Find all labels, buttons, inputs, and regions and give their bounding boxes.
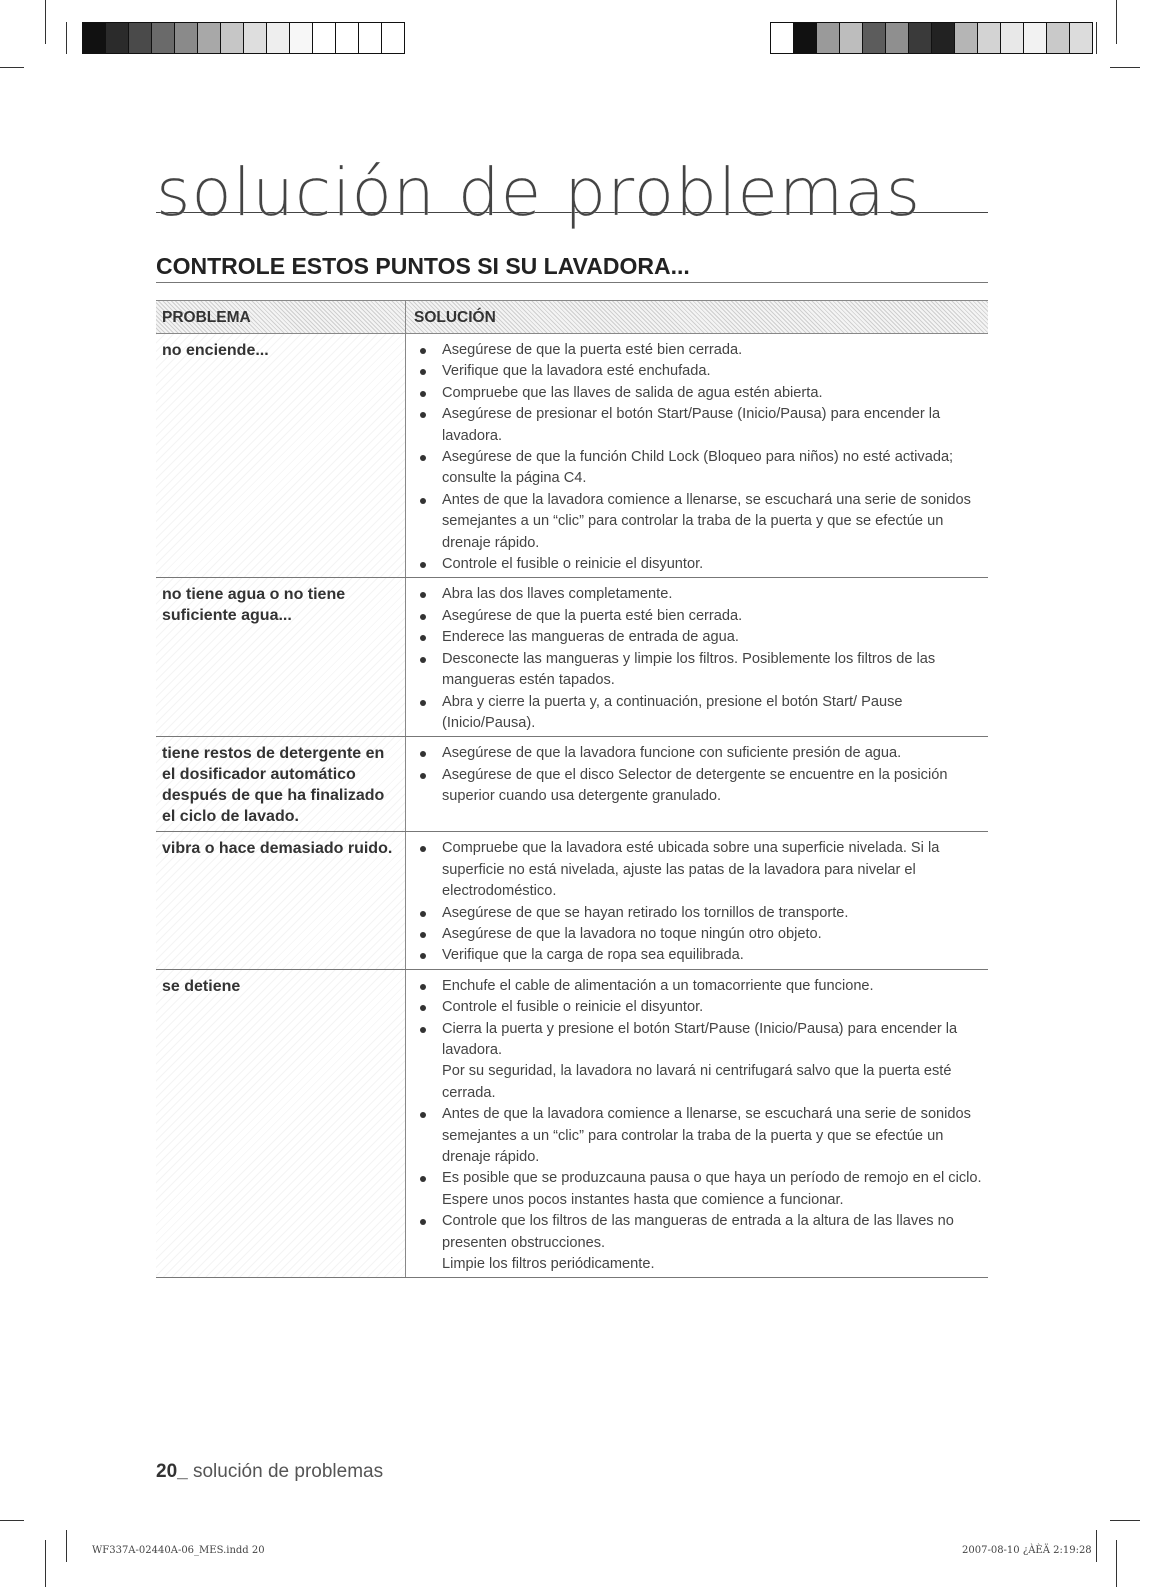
registration-swatch xyxy=(359,23,382,53)
registration-swatch xyxy=(771,23,794,53)
solution-item xyxy=(414,627,982,648)
bullet-icon xyxy=(420,932,426,938)
solution-item xyxy=(414,743,982,764)
solution-item xyxy=(414,584,982,605)
registration-color-bar-left xyxy=(82,22,405,54)
title-rule xyxy=(156,150,988,231)
registration-swatch xyxy=(1024,23,1047,53)
registration-swatch xyxy=(817,23,840,53)
page-number: 20_ xyxy=(156,1461,188,1482)
crop-mark-bl-h xyxy=(0,1520,24,1521)
solution-text: Compruebe que la lavadora esté ubicada sobre una superficie nivelada. Si la superficie no está nivelada, ajuste las patas de la lavadora para nivelar el electrodoméstico. xyxy=(442,840,940,900)
solution-item xyxy=(414,554,982,575)
solution-item xyxy=(414,976,982,997)
solution-item xyxy=(414,945,982,966)
solution-text: Verifique que la carga de ropa sea equilibrada. xyxy=(442,947,744,964)
solution-text: Abra las dos llaves completamente. xyxy=(442,586,673,603)
print-slug-timestamp: 2007-08-10 ¿ÀÈÄ 2:19:28 xyxy=(962,1545,1092,1556)
table-row xyxy=(156,334,988,578)
registration-swatch xyxy=(221,23,244,53)
solution-text: Asegúrese de que la lavadora funcione con suficiente presión de agua. xyxy=(442,745,902,762)
solution-text: Enderece las mangueras de entrada de agua. xyxy=(442,629,739,646)
solution-text: Antes de que la lavadora comience a llenarse, se escuchará una serie de sonidos semejantes a un “clic” para controlar la traba de la puerta y que se efectúe un drenaje rápido. xyxy=(442,491,971,551)
page-title: solución de problemas xyxy=(156,154,922,231)
solution-item xyxy=(414,383,982,404)
problem-cell: vibra o hace demasiado ruido. xyxy=(156,832,406,968)
solution-item xyxy=(414,1104,982,1168)
table-row xyxy=(156,970,988,1279)
crop-mark-bl-v2 xyxy=(66,1530,67,1562)
registration-swatch xyxy=(106,23,129,53)
problem-cell: no tiene agua o no tiene suficiente agua... xyxy=(156,578,406,736)
registration-swatch xyxy=(863,23,886,53)
solution-text: Asegúrese de que la lavadora no toque ningún otro objeto. xyxy=(442,925,822,942)
solution-item xyxy=(414,447,982,490)
solution-text: Compruebe que las llaves de salida de agua estén abierta. xyxy=(442,384,823,401)
solution-text: Controle el fusible o reinicie el disyuntor. xyxy=(442,556,704,573)
bullet-icon xyxy=(420,1219,426,1225)
bullet-icon xyxy=(420,369,426,375)
problem-cell: se detiene xyxy=(156,970,406,1278)
registration-swatch xyxy=(840,23,863,53)
solution-text: Asegúrese de que la puerta esté bien cerrada. xyxy=(442,607,743,624)
solution-text: Asegúrese de que la puerta esté bien cerrada. xyxy=(442,342,743,358)
problem-cell: no enciende... xyxy=(156,334,406,577)
bullet-icon xyxy=(420,614,426,620)
solution-item xyxy=(414,924,982,945)
bullet-icon xyxy=(420,953,426,959)
header-problem: PROBLEMA xyxy=(156,301,406,333)
crop-mark-tr-v2 xyxy=(1096,22,1097,54)
crop-mark-tl-v xyxy=(45,0,46,44)
solution-text: Asegúrese de presionar el botón Start/Pause (Inicio/Pausa) para encender la lavadora. xyxy=(442,406,941,444)
crop-mark-tr-h xyxy=(1110,67,1140,68)
crop-mark-br-v xyxy=(1116,1540,1117,1587)
subtitle-rule xyxy=(156,252,988,283)
registration-swatch xyxy=(909,23,932,53)
solution-item xyxy=(414,340,982,361)
solution-text: Abra y cierre la puerta y, a continuación, presione el botón Start/ Pause (Inicio/Pausa). xyxy=(442,693,903,731)
bullet-icon xyxy=(420,846,426,852)
solution-item xyxy=(414,1061,982,1104)
table-row xyxy=(156,737,988,832)
bullet-icon xyxy=(420,773,426,779)
bullet-icon xyxy=(420,412,426,418)
bullet-icon xyxy=(420,1112,426,1118)
crop-mark-tl-v2 xyxy=(66,22,67,54)
crop-mark-tl-h xyxy=(0,67,24,68)
solution-text: Cierra la puerta y presione el botón Start/Pause (Inicio/Pausa) para encender la lavadora. xyxy=(442,1020,958,1058)
problem-cell: tiene restos de detergente en el dosificador automático después de que ha finalizado el ciclo de lavado. xyxy=(156,737,406,831)
bullet-icon xyxy=(420,700,426,706)
bullet-icon xyxy=(420,1005,426,1011)
bullet-icon xyxy=(420,498,426,504)
solution-cell xyxy=(406,832,988,968)
crop-mark-bl-v xyxy=(45,1540,46,1587)
solution-text: Asegúrese de que la función Child Lock (Bloqueo para niños) no esté activada; consulte la página C4. xyxy=(442,449,954,487)
solution-text: Desconecte las mangueras y limpie los filtros. Posiblemente los filtros de las mangueras estén tapados. xyxy=(442,650,936,689)
registration-swatch xyxy=(886,23,909,53)
bullet-icon xyxy=(420,635,426,641)
solution-item xyxy=(414,404,982,447)
registration-swatch xyxy=(267,23,290,53)
table-body xyxy=(156,334,988,1278)
crop-mark-br-v2 xyxy=(1096,1530,1097,1562)
registration-swatch xyxy=(794,23,817,53)
bullet-icon xyxy=(420,984,426,990)
registration-swatch xyxy=(313,23,336,53)
section-subtitle: CONTROLE ESTOS PUNTOS SI SU LAVADORA... xyxy=(156,253,690,279)
registration-swatch xyxy=(955,23,978,53)
table-header xyxy=(156,301,988,334)
table-row xyxy=(156,578,988,737)
registration-swatch xyxy=(129,23,152,53)
solution-item xyxy=(414,1019,982,1062)
registration-swatch xyxy=(1047,23,1070,53)
solution-item xyxy=(414,997,982,1018)
registration-swatch xyxy=(1001,23,1024,53)
solution-cell xyxy=(406,334,988,577)
bullet-icon xyxy=(420,348,426,354)
bullet-icon xyxy=(420,592,426,598)
header-solution: SOLUCIÓN xyxy=(414,309,496,326)
print-slug-file: WF337A-02440A-06_MES.indd 20 xyxy=(92,1545,265,1556)
solution-item xyxy=(414,1211,982,1254)
solution-item xyxy=(414,649,982,692)
solution-cell xyxy=(406,737,988,831)
bullet-icon xyxy=(420,1176,426,1182)
solution-text: Asegúrese de que se hayan retirado los tornillos de transporte. xyxy=(442,904,849,921)
registration-swatch xyxy=(932,23,955,53)
registration-swatch xyxy=(175,23,198,53)
solution-text: Enchufe el cable de alimentación a un tomacorriente que funcione. xyxy=(442,977,874,994)
solution-text: Antes de que la lavadora comience a llenarse, se escuchará una serie de sonidos semejantes a un “clic” para controlar la traba de la puerta y que se efectúe un drenaje rápido. xyxy=(442,1106,971,1165)
bullet-icon xyxy=(420,1027,426,1033)
page-footer xyxy=(156,1461,383,1483)
bullet-icon xyxy=(420,455,426,461)
solution-item xyxy=(414,490,982,554)
solution-cell xyxy=(406,578,988,736)
registration-swatch xyxy=(152,23,175,53)
solution-item xyxy=(414,765,982,808)
registration-swatch xyxy=(83,23,106,53)
bullet-icon xyxy=(420,562,426,568)
solution-item xyxy=(414,1168,982,1211)
registration-swatch xyxy=(1070,23,1092,53)
solution-cell xyxy=(406,970,988,1278)
registration-swatch xyxy=(244,23,267,53)
registration-swatch xyxy=(290,23,313,53)
solution-item xyxy=(414,361,982,382)
bullet-icon xyxy=(420,391,426,397)
solution-item xyxy=(414,838,982,902)
crop-mark-br-h xyxy=(1110,1520,1140,1521)
solution-item xyxy=(414,606,982,627)
solution-text: Controle el fusible o reinicie el disyuntor. xyxy=(442,999,704,1016)
solution-text: Limpie los filtros periódicamente. xyxy=(442,1256,655,1273)
registration-swatch xyxy=(198,23,221,53)
solution-text: Es posible que se produzcauna pausa o que haya un período de remojo en el ciclo. Espere unos pocos instantes hasta que comience a funcionar. xyxy=(442,1170,982,1208)
solution-text: Verifique que la lavadora esté enchufada. xyxy=(442,363,711,380)
footer-section-name: solución de problemas xyxy=(192,1461,384,1482)
registration-swatch xyxy=(382,23,404,53)
crop-mark-tr-v xyxy=(1116,0,1117,44)
troubleshooting-table xyxy=(156,300,988,1278)
registration-swatch xyxy=(978,23,1001,53)
bullet-icon xyxy=(420,657,426,663)
registration-color-bar-right xyxy=(770,22,1093,54)
solution-item xyxy=(414,692,982,735)
solution-text: Controle que los filtros de las mangueras de entrada a la altura de las llaves no presenten obstrucciones. xyxy=(442,1213,954,1251)
registration-swatch xyxy=(336,23,359,53)
table-row xyxy=(156,832,988,969)
bullet-icon xyxy=(420,751,426,757)
solution-item xyxy=(414,1254,982,1275)
bullet-icon xyxy=(420,911,426,917)
solution-text: Por su seguridad, la lavadora no lavará ni centrifugará salvo que la puerta esté cerrada. xyxy=(442,1063,952,1101)
solution-text: Asegúrese de que el disco Selector de detergente se encuentre en la posición superior cuando usa detergente granulado. xyxy=(442,766,948,805)
solution-item xyxy=(414,903,982,924)
